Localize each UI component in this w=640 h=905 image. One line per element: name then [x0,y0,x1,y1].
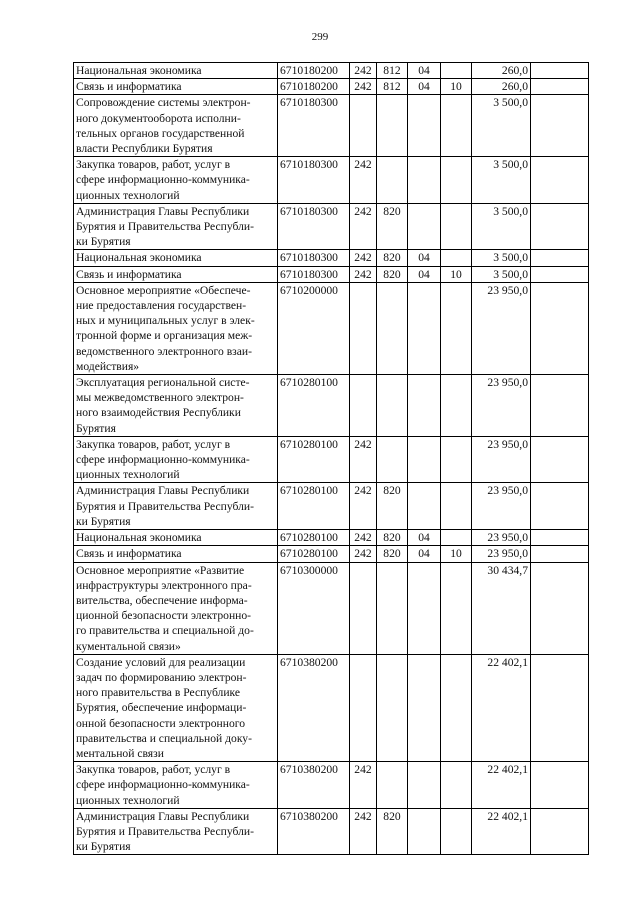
cell-subsection [441,157,472,204]
cell-expense-type: 242 [350,266,377,282]
cell-amount: 22 402,1 [472,762,531,809]
cell-subsection [441,436,472,483]
table-row [74,79,589,95]
table-row [74,157,589,204]
cell-target-code: 6710380200 [278,762,350,809]
cell-subsection [441,483,472,530]
cell-admin-code [377,654,408,761]
table-row [74,266,589,282]
cell-amount: 23 950,0 [472,530,531,546]
cell-amount: 22 402,1 [472,654,531,761]
cell-target-code: 6710280100 [278,546,350,562]
cell-admin-code [377,375,408,437]
cell-admin-code [377,282,408,374]
cell-amount: 3 500,0 [472,95,531,157]
table-row [74,562,589,654]
cell-expense-type: 242 [350,63,377,79]
cell-admin-code: 812 [377,63,408,79]
cell-admin-code: 820 [377,266,408,282]
table-row [74,436,589,483]
cell-amount: 3 500,0 [472,203,531,250]
cell-name: Администрация Главы Республики Бурятия и Правительства Республи- ки Бурятия [74,483,278,530]
cell-amount: 23 950,0 [472,546,531,562]
cell-empty [531,95,589,157]
cell-amount: 260,0 [472,79,531,95]
cell-expense-type: 242 [350,762,377,809]
cell-subsection [441,654,472,761]
cell-amount: 3 500,0 [472,157,531,204]
cell-amount: 3 500,0 [472,250,531,266]
table-row [74,762,589,809]
cell-target-code: 6710180300 [278,203,350,250]
cell-section [408,95,441,157]
cell-name: Закупка товаров, работ, услуг в сфере информационно-коммуника- ционных технологий [74,157,278,204]
table-row [74,203,589,250]
cell-amount: 23 950,0 [472,483,531,530]
table-row [74,282,589,374]
cell-name: Создание условий для реализации задач по формированию электрон- ного правительства в Республике Бурятия, обеспечение информаци- онной безопасности электронного правительства и специальной доку- ментальной связи [74,654,278,761]
cell-subsection: 10 [441,546,472,562]
cell-subsection: 10 [441,79,472,95]
cell-section: 04 [408,266,441,282]
cell-admin-code [377,562,408,654]
cell-admin-code: 820 [377,808,408,855]
cell-section [408,562,441,654]
cell-target-code: 6710280100 [278,483,350,530]
cell-section: 04 [408,63,441,79]
cell-section: 04 [408,250,441,266]
cell-name: Закупка товаров, работ, услуг в сфере информационно-коммуника- ционных технологий [74,436,278,483]
cell-subsection [441,562,472,654]
cell-target-code: 6710180200 [278,63,350,79]
table-row [74,808,589,855]
cell-section [408,375,441,437]
cell-target-code: 6710180300 [278,250,350,266]
table-row [74,530,589,546]
cell-empty [531,79,589,95]
cell-expense-type [350,282,377,374]
cell-empty [531,63,589,79]
cell-expense-type: 242 [350,546,377,562]
cell-empty [531,266,589,282]
cell-target-code: 6710180300 [278,157,350,204]
cell-admin-code [377,95,408,157]
cell-empty [531,250,589,266]
cell-target-code: 6710280100 [278,530,350,546]
cell-target-code: 6710380200 [278,654,350,761]
cell-empty [531,436,589,483]
cell-empty [531,546,589,562]
cell-expense-type [350,562,377,654]
cell-admin-code: 820 [377,530,408,546]
cell-section [408,282,441,374]
cell-target-code: 6710280100 [278,436,350,483]
cell-section: 04 [408,530,441,546]
cell-subsection [441,375,472,437]
cell-admin-code [377,436,408,483]
cell-subsection: 10 [441,266,472,282]
cell-amount: 3 500,0 [472,266,531,282]
table-row [74,483,589,530]
cell-name: Связь и информатика [74,79,278,95]
cell-name: Эксплуатация региональной систе- мы межведомственного электрон- ного взаимодействия Республики Бурятия [74,375,278,437]
cell-empty [531,654,589,761]
table-row [74,654,589,761]
cell-subsection [441,762,472,809]
cell-target-code: 6710180300 [278,95,350,157]
cell-expense-type: 242 [350,808,377,855]
cell-name: Администрация Главы Республики Бурятия и Правительства Республи- ки Бурятия [74,808,278,855]
table-row [74,63,589,79]
table-row [74,250,589,266]
cell-subsection [441,282,472,374]
budget-table-body [74,63,589,855]
cell-empty [531,203,589,250]
table-row [74,95,589,157]
cell-amount: 23 950,0 [472,436,531,483]
cell-name: Закупка товаров, работ, услуг в сфере информационно-коммуника- ционных технологий [74,762,278,809]
cell-section [408,436,441,483]
cell-empty [531,762,589,809]
cell-section: 04 [408,546,441,562]
cell-expense-type: 242 [350,483,377,530]
cell-subsection [441,63,472,79]
cell-target-code: 6710380200 [278,808,350,855]
cell-name: Основное мероприятие «Обеспече- ние предоставления государствен- ных и муниципальных услуг в элек- тронной форме и организация меж- ведомственного электронного взаи- модействия» [74,282,278,374]
cell-admin-code: 812 [377,79,408,95]
cell-name: Связь и информатика [74,266,278,282]
cell-expense-type: 242 [350,530,377,546]
budget-table [73,62,589,855]
cell-name: Национальная экономика [74,250,278,266]
cell-expense-type: 242 [350,157,377,204]
cell-expense-type: 242 [350,203,377,250]
cell-subsection [441,808,472,855]
cell-amount: 23 950,0 [472,375,531,437]
cell-subsection [441,95,472,157]
cell-admin-code: 820 [377,483,408,530]
cell-expense-type: 242 [350,79,377,95]
cell-section [408,203,441,250]
cell-target-code: 6710180300 [278,266,350,282]
cell-amount: 22 402,1 [472,808,531,855]
cell-empty [531,562,589,654]
cell-admin-code [377,157,408,204]
cell-name: Основное мероприятие «Развитие инфраструктуры электронного пра- вительства, обеспечение информа- ционной безопасности электронно- го правительства и специальной до- кументальной связи» [74,562,278,654]
cell-target-code: 6710180200 [278,79,350,95]
cell-name: Сопровождение системы электрон- ного документооборота исполни- тельных органов государственной власти Республики Бурятия [74,95,278,157]
cell-empty [531,282,589,374]
cell-amount: 30 434,7 [472,562,531,654]
page-number: 299 [311,31,329,43]
cell-name: Национальная экономика [74,63,278,79]
cell-expense-type: 242 [350,436,377,483]
cell-target-code: 6710280100 [278,375,350,437]
cell-admin-code: 820 [377,546,408,562]
cell-admin-code: 820 [377,203,408,250]
cell-admin-code [377,762,408,809]
cell-empty [531,157,589,204]
cell-section: 04 [408,79,441,95]
cell-target-code: 6710200000 [278,282,350,374]
cell-section [408,157,441,204]
cell-empty [531,530,589,546]
cell-subsection [441,203,472,250]
cell-empty [531,375,589,437]
cell-subsection [441,530,472,546]
table-row [74,546,589,562]
cell-amount: 260,0 [472,63,531,79]
cell-name: Администрация Главы Республики Бурятия и Правительства Республи- ки Бурятия [74,203,278,250]
cell-section [408,483,441,530]
cell-expense-type: 242 [350,250,377,266]
cell-empty [531,483,589,530]
cell-target-code: 6710300000 [278,562,350,654]
cell-amount: 23 950,0 [472,282,531,374]
cell-admin-code: 820 [377,250,408,266]
cell-section [408,762,441,809]
table-row [74,375,589,437]
cell-name: Национальная экономика [74,530,278,546]
cell-empty [531,808,589,855]
cell-section [408,808,441,855]
cell-section [408,654,441,761]
cell-expense-type [350,95,377,157]
cell-name: Связь и информатика [74,546,278,562]
cell-expense-type [350,375,377,437]
cell-expense-type [350,654,377,761]
cell-subsection [441,250,472,266]
